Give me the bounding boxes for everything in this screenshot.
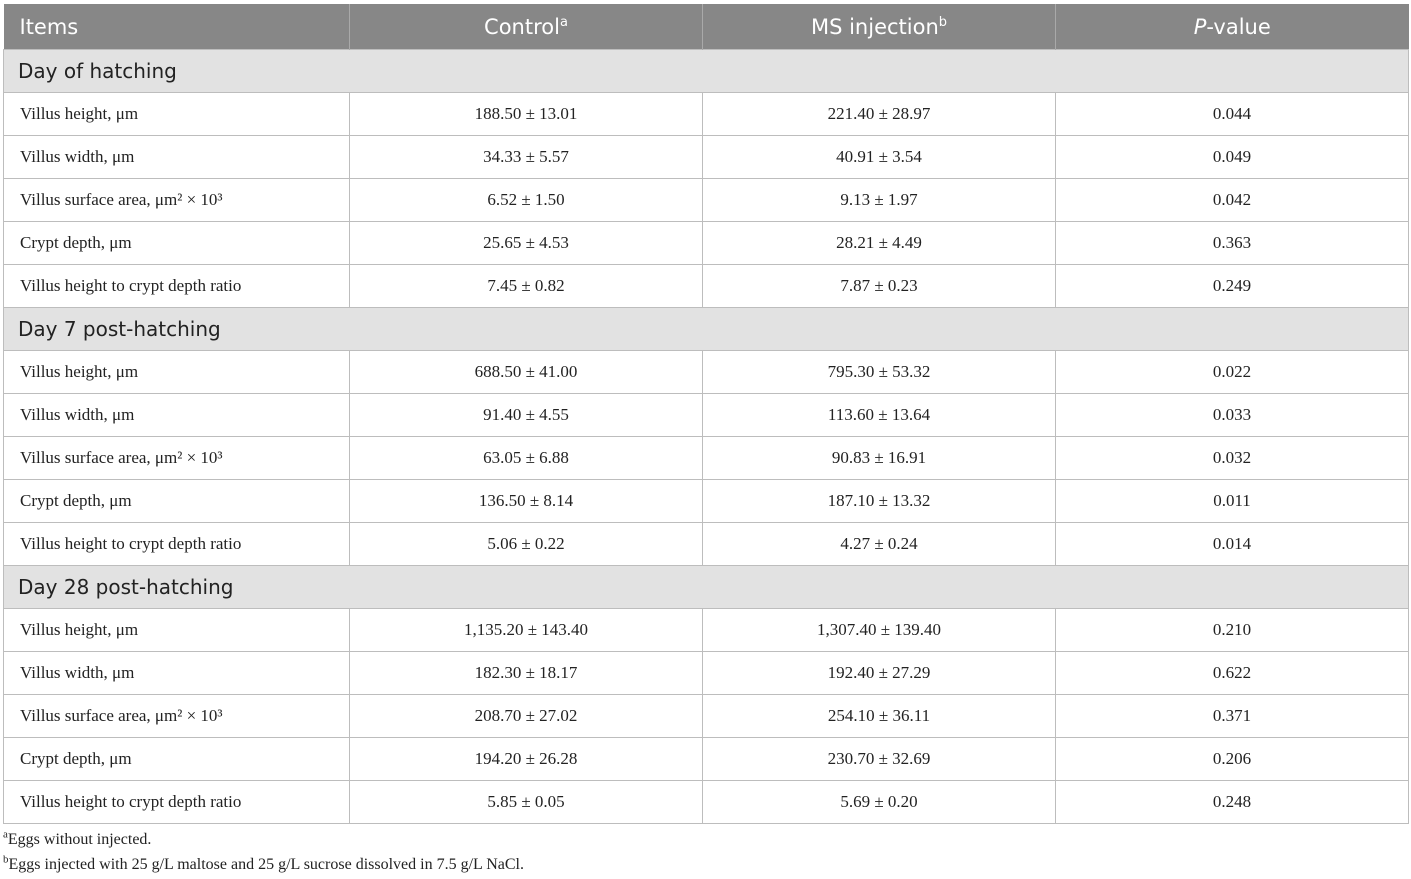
control-cell: 34.33 ± 5.57 bbox=[350, 136, 703, 179]
table-row bbox=[4, 394, 1409, 437]
data-table-container bbox=[3, 4, 1408, 824]
intestinal-morphology-table bbox=[3, 4, 1409, 824]
table-row bbox=[4, 265, 1409, 308]
item-cell: Villus surface area, μm² × 10³ bbox=[4, 179, 350, 222]
ms-injection-cell: 40.91 ± 3.54 bbox=[703, 136, 1056, 179]
section-title: Day 28 post-hatching bbox=[4, 566, 1409, 609]
table-row bbox=[4, 695, 1409, 738]
table-row bbox=[4, 136, 1409, 179]
p-value-cell: 0.363 bbox=[1056, 222, 1409, 265]
control-cell: 208.70 ± 27.02 bbox=[350, 695, 703, 738]
item-cell: Villus height to crypt depth ratio bbox=[4, 781, 350, 824]
control-cell: 136.50 ± 8.14 bbox=[350, 480, 703, 523]
table-row bbox=[4, 179, 1409, 222]
item-cell: Villus width, μm bbox=[4, 394, 350, 437]
ms-injection-cell: 4.27 ± 0.24 bbox=[703, 523, 1056, 566]
header-control: Control$^a$ bbox=[350, 4, 703, 50]
control-cell: 91.40 ± 4.55 bbox=[350, 394, 703, 437]
section-row bbox=[4, 308, 1409, 351]
p-value-cell: 0.049 bbox=[1056, 136, 1409, 179]
item-cell: Crypt depth, μm bbox=[4, 222, 350, 265]
item-cell: Villus height to crypt depth ratio bbox=[4, 523, 350, 566]
table-row bbox=[4, 437, 1409, 480]
ms-injection-cell: 795.30 ± 53.32 bbox=[703, 351, 1056, 394]
p-value-cell: 0.014 bbox=[1056, 523, 1409, 566]
ms-injection-cell: 254.10 ± 36.11 bbox=[703, 695, 1056, 738]
ms-injection-cell: 1,307.40 ± 139.40 bbox=[703, 609, 1056, 652]
item-cell: Villus width, μm bbox=[4, 652, 350, 695]
ms-injection-cell: 221.40 ± 28.97 bbox=[703, 93, 1056, 136]
ms-injection-cell: 90.83 ± 16.91 bbox=[703, 437, 1056, 480]
control-cell: 1,135.20 ± 143.40 bbox=[350, 609, 703, 652]
item-cell: Crypt depth, μm bbox=[4, 480, 350, 523]
p-value-cell: 0.210 bbox=[1056, 609, 1409, 652]
section-title: Day of hatching bbox=[4, 50, 1409, 93]
item-cell: Crypt depth, μm bbox=[4, 738, 350, 781]
table-body bbox=[4, 50, 1409, 824]
table-header-row bbox=[4, 4, 1409, 50]
ms-injection-cell: 9.13 ± 1.97 bbox=[703, 179, 1056, 222]
table-row bbox=[4, 93, 1409, 136]
item-cell: Villus surface area, μm² × 10³ bbox=[4, 437, 350, 480]
section-row bbox=[4, 50, 1409, 93]
item-cell: Villus width, μm bbox=[4, 136, 350, 179]
p-value-cell: 0.042 bbox=[1056, 179, 1409, 222]
ms-injection-cell: 7.87 ± 0.23 bbox=[703, 265, 1056, 308]
p-value-cell: 0.011 bbox=[1056, 480, 1409, 523]
ms-injection-cell: 187.10 ± 13.32 bbox=[703, 480, 1056, 523]
table-row bbox=[4, 781, 1409, 824]
p-value-cell: 0.248 bbox=[1056, 781, 1409, 824]
table-row bbox=[4, 652, 1409, 695]
control-cell: 7.45 ± 0.82 bbox=[350, 265, 703, 308]
item-cell: Villus height, μm bbox=[4, 93, 350, 136]
control-cell: 25.65 ± 4.53 bbox=[350, 222, 703, 265]
item-cell: Villus surface area, μm² × 10³ bbox=[4, 695, 350, 738]
p-value-cell: 0.622 bbox=[1056, 652, 1409, 695]
ms-injection-cell: 230.70 ± 32.69 bbox=[703, 738, 1056, 781]
section-title: Day 7 post-hatching bbox=[4, 308, 1409, 351]
control-cell: 5.85 ± 0.05 bbox=[350, 781, 703, 824]
p-value-cell: 0.249 bbox=[1056, 265, 1409, 308]
control-cell: 63.05 ± 6.88 bbox=[350, 437, 703, 480]
section-row bbox=[4, 566, 1409, 609]
item-cell: Villus height, μm bbox=[4, 351, 350, 394]
control-cell: 5.06 ± 0.22 bbox=[350, 523, 703, 566]
p-value-cell: 0.371 bbox=[1056, 695, 1409, 738]
control-cell: 182.30 ± 18.17 bbox=[350, 652, 703, 695]
header-ms-injection: MS injection$^b$ bbox=[703, 4, 1056, 50]
p-value-cell: 0.033 bbox=[1056, 394, 1409, 437]
p-value-cell: 0.044 bbox=[1056, 93, 1409, 136]
ms-injection-cell: 113.60 ± 13.64 bbox=[703, 394, 1056, 437]
table-row bbox=[4, 609, 1409, 652]
ms-injection-cell: 5.69 ± 0.20 bbox=[703, 781, 1056, 824]
table-row bbox=[4, 523, 1409, 566]
header-items: Items bbox=[4, 4, 350, 50]
table-row bbox=[4, 351, 1409, 394]
control-cell: 6.52 ± 1.50 bbox=[350, 179, 703, 222]
header-p-value: P-value bbox=[1056, 4, 1409, 50]
table-row bbox=[4, 738, 1409, 781]
ms-injection-cell: 192.40 ± 27.29 bbox=[703, 652, 1056, 695]
p-value-cell: 0.022 bbox=[1056, 351, 1409, 394]
control-cell: 188.50 ± 13.01 bbox=[350, 93, 703, 136]
ms-injection-cell: 28.21 ± 4.49 bbox=[703, 222, 1056, 265]
control-cell: 688.50 ± 41.00 bbox=[350, 351, 703, 394]
p-value-cell: 0.206 bbox=[1056, 738, 1409, 781]
table-row bbox=[4, 222, 1409, 265]
item-cell: Villus height to crypt depth ratio bbox=[4, 265, 350, 308]
footnotes bbox=[3, 829, 524, 879]
table-row bbox=[4, 480, 1409, 523]
footnote-b: $^b$Eggs injected with 25 g/L maltose and 25 g/L sucrose dissolved in 7.5 g/L NaCl. bbox=[3, 853, 524, 873]
control-cell: 194.20 ± 26.28 bbox=[350, 738, 703, 781]
footnote-a: $^a$Eggs without injected. bbox=[3, 828, 152, 848]
p-value-cell: 0.032 bbox=[1056, 437, 1409, 480]
item-cell: Villus height, μm bbox=[4, 609, 350, 652]
